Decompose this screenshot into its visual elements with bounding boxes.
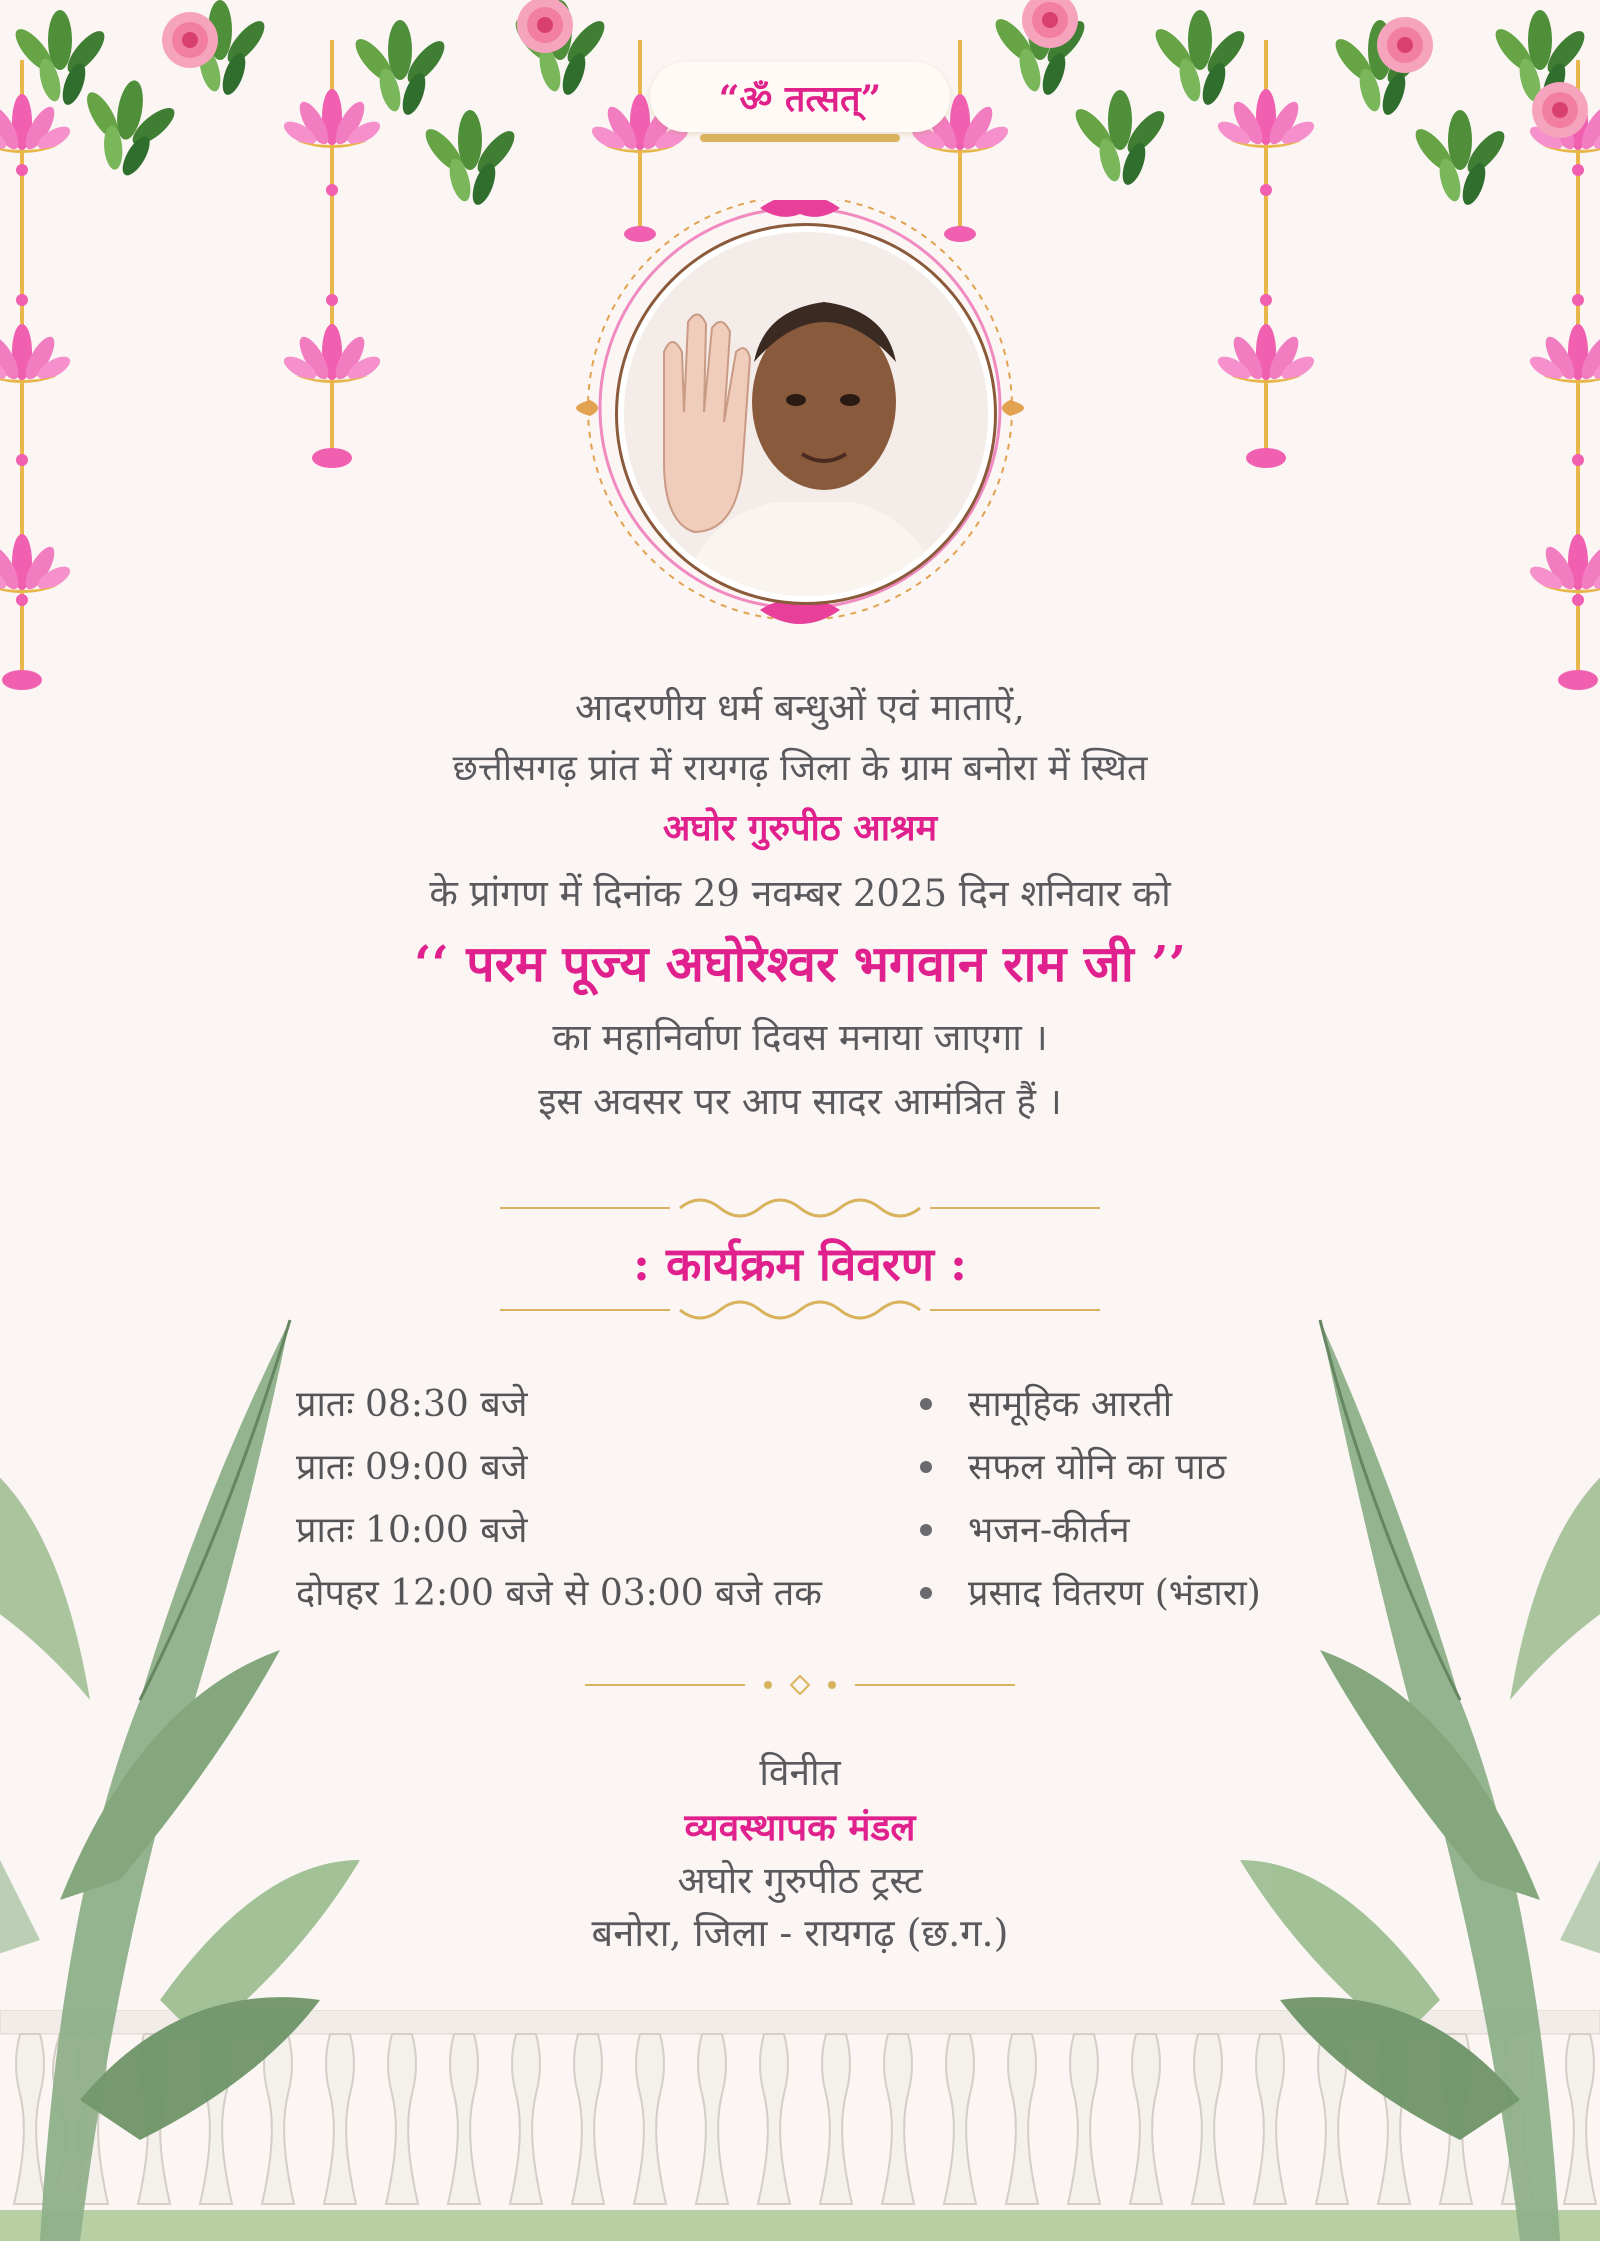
occasion-text: का महानिर्वाण दिवस मनाया जाएगा । [552,1016,1048,1059]
schedule-row [296,1378,1316,1441]
baluster [448,2034,480,2204]
baluster [882,2034,914,2204]
bullet-icon [920,1441,932,1482]
bullet-icon [920,1567,932,1608]
baluster [1564,2034,1596,2204]
greeting-text: आदरणीय धर्म बन्धुओं एवं माताऐं, [575,686,1025,729]
schedule-time: प्रातः 08:30 बजे [296,1384,528,1425]
schedule-row [296,1567,1316,1630]
baluster [696,2034,728,2204]
schedule-event: भजन-कीर्तन [968,1510,1130,1551]
committee-name: व्यवस्थापक मंडल [684,1805,916,1849]
ashram-name: अघोर गुरुपीठ आश्रम [662,807,938,849]
schedule-time: प्रातः 10:00 बजे [296,1510,528,1551]
ornament-divider-icon [500,1188,1100,1228]
portrait-image [624,232,988,596]
schedule-time: दोपहर 12:00 बजे से 03:00 बजे तक [296,1573,822,1614]
baluster [634,2034,666,2204]
baluster [200,2034,232,2204]
bullet-icon [920,1378,932,1419]
invite-text: इस अवसर पर आप सादर आमंत्रित हैं । [538,1080,1062,1123]
baluster [1130,2034,1162,2204]
schedule-event: सामूहिक आरती [968,1384,1173,1425]
baluster [1192,2034,1224,2204]
guru-portrait [618,226,994,602]
vineet-text: विनीत [759,1751,841,1794]
program-title: : कार्यक्रम विवरण : [633,1237,967,1291]
location-text: छत्तीसगढ़ प्रांत में रायगढ़ जिला के ग्राम बनोरा में स्थित [452,748,1148,789]
bullet-icon [920,1504,932,1545]
baluster [510,2034,542,2204]
banner-gold-bar [700,134,900,142]
baluster [944,2034,976,2204]
baluster [138,2034,170,2204]
baluster [262,2034,294,2204]
program-schedule [296,1378,1316,1630]
small-ornament-divider-icon [585,1670,1015,1700]
baluster [758,2034,790,2204]
baluster [1378,2034,1410,2204]
schedule-time: प्रातः 09:00 बजे [296,1447,528,1488]
baluster [820,2034,852,2204]
baluster [1006,2034,1038,2204]
baluster [572,2034,604,2204]
baluster [1316,2034,1348,2204]
trust-name: अघोर गुरुपीठ ट्रस्ट [677,1859,923,1902]
baluster [1254,2034,1286,2204]
schedule-event: प्रसाद वितरण (भंडारा) [968,1573,1261,1614]
date-text: के प्रांगण में दिनांक 29 नवम्बर 2025 दिन शनिवार को [429,872,1171,915]
baluster [324,2034,356,2204]
schedule-event: सफल योनि का पाठ [968,1447,1226,1488]
baluster [1068,2034,1100,2204]
om-banner [650,62,950,132]
address-text: बनोरा, जिला - रायगढ़ (छ.ग.) [591,1911,1009,1955]
baluster [1502,2034,1534,2204]
honoree-title: ‘‘ परम पूज्य अघोरेश्वर भगवान राम जी ’’ [413,934,1187,993]
baluster [1440,2034,1472,2204]
balustrade-decoration [0,2010,1600,2241]
schedule-row [296,1441,1316,1504]
baluster [14,2034,46,2204]
om-text: “ॐ तत्सत्” [718,77,882,120]
ornament-divider-icon [500,1290,1100,1330]
baluster [386,2034,418,2204]
schedule-row [296,1504,1316,1567]
